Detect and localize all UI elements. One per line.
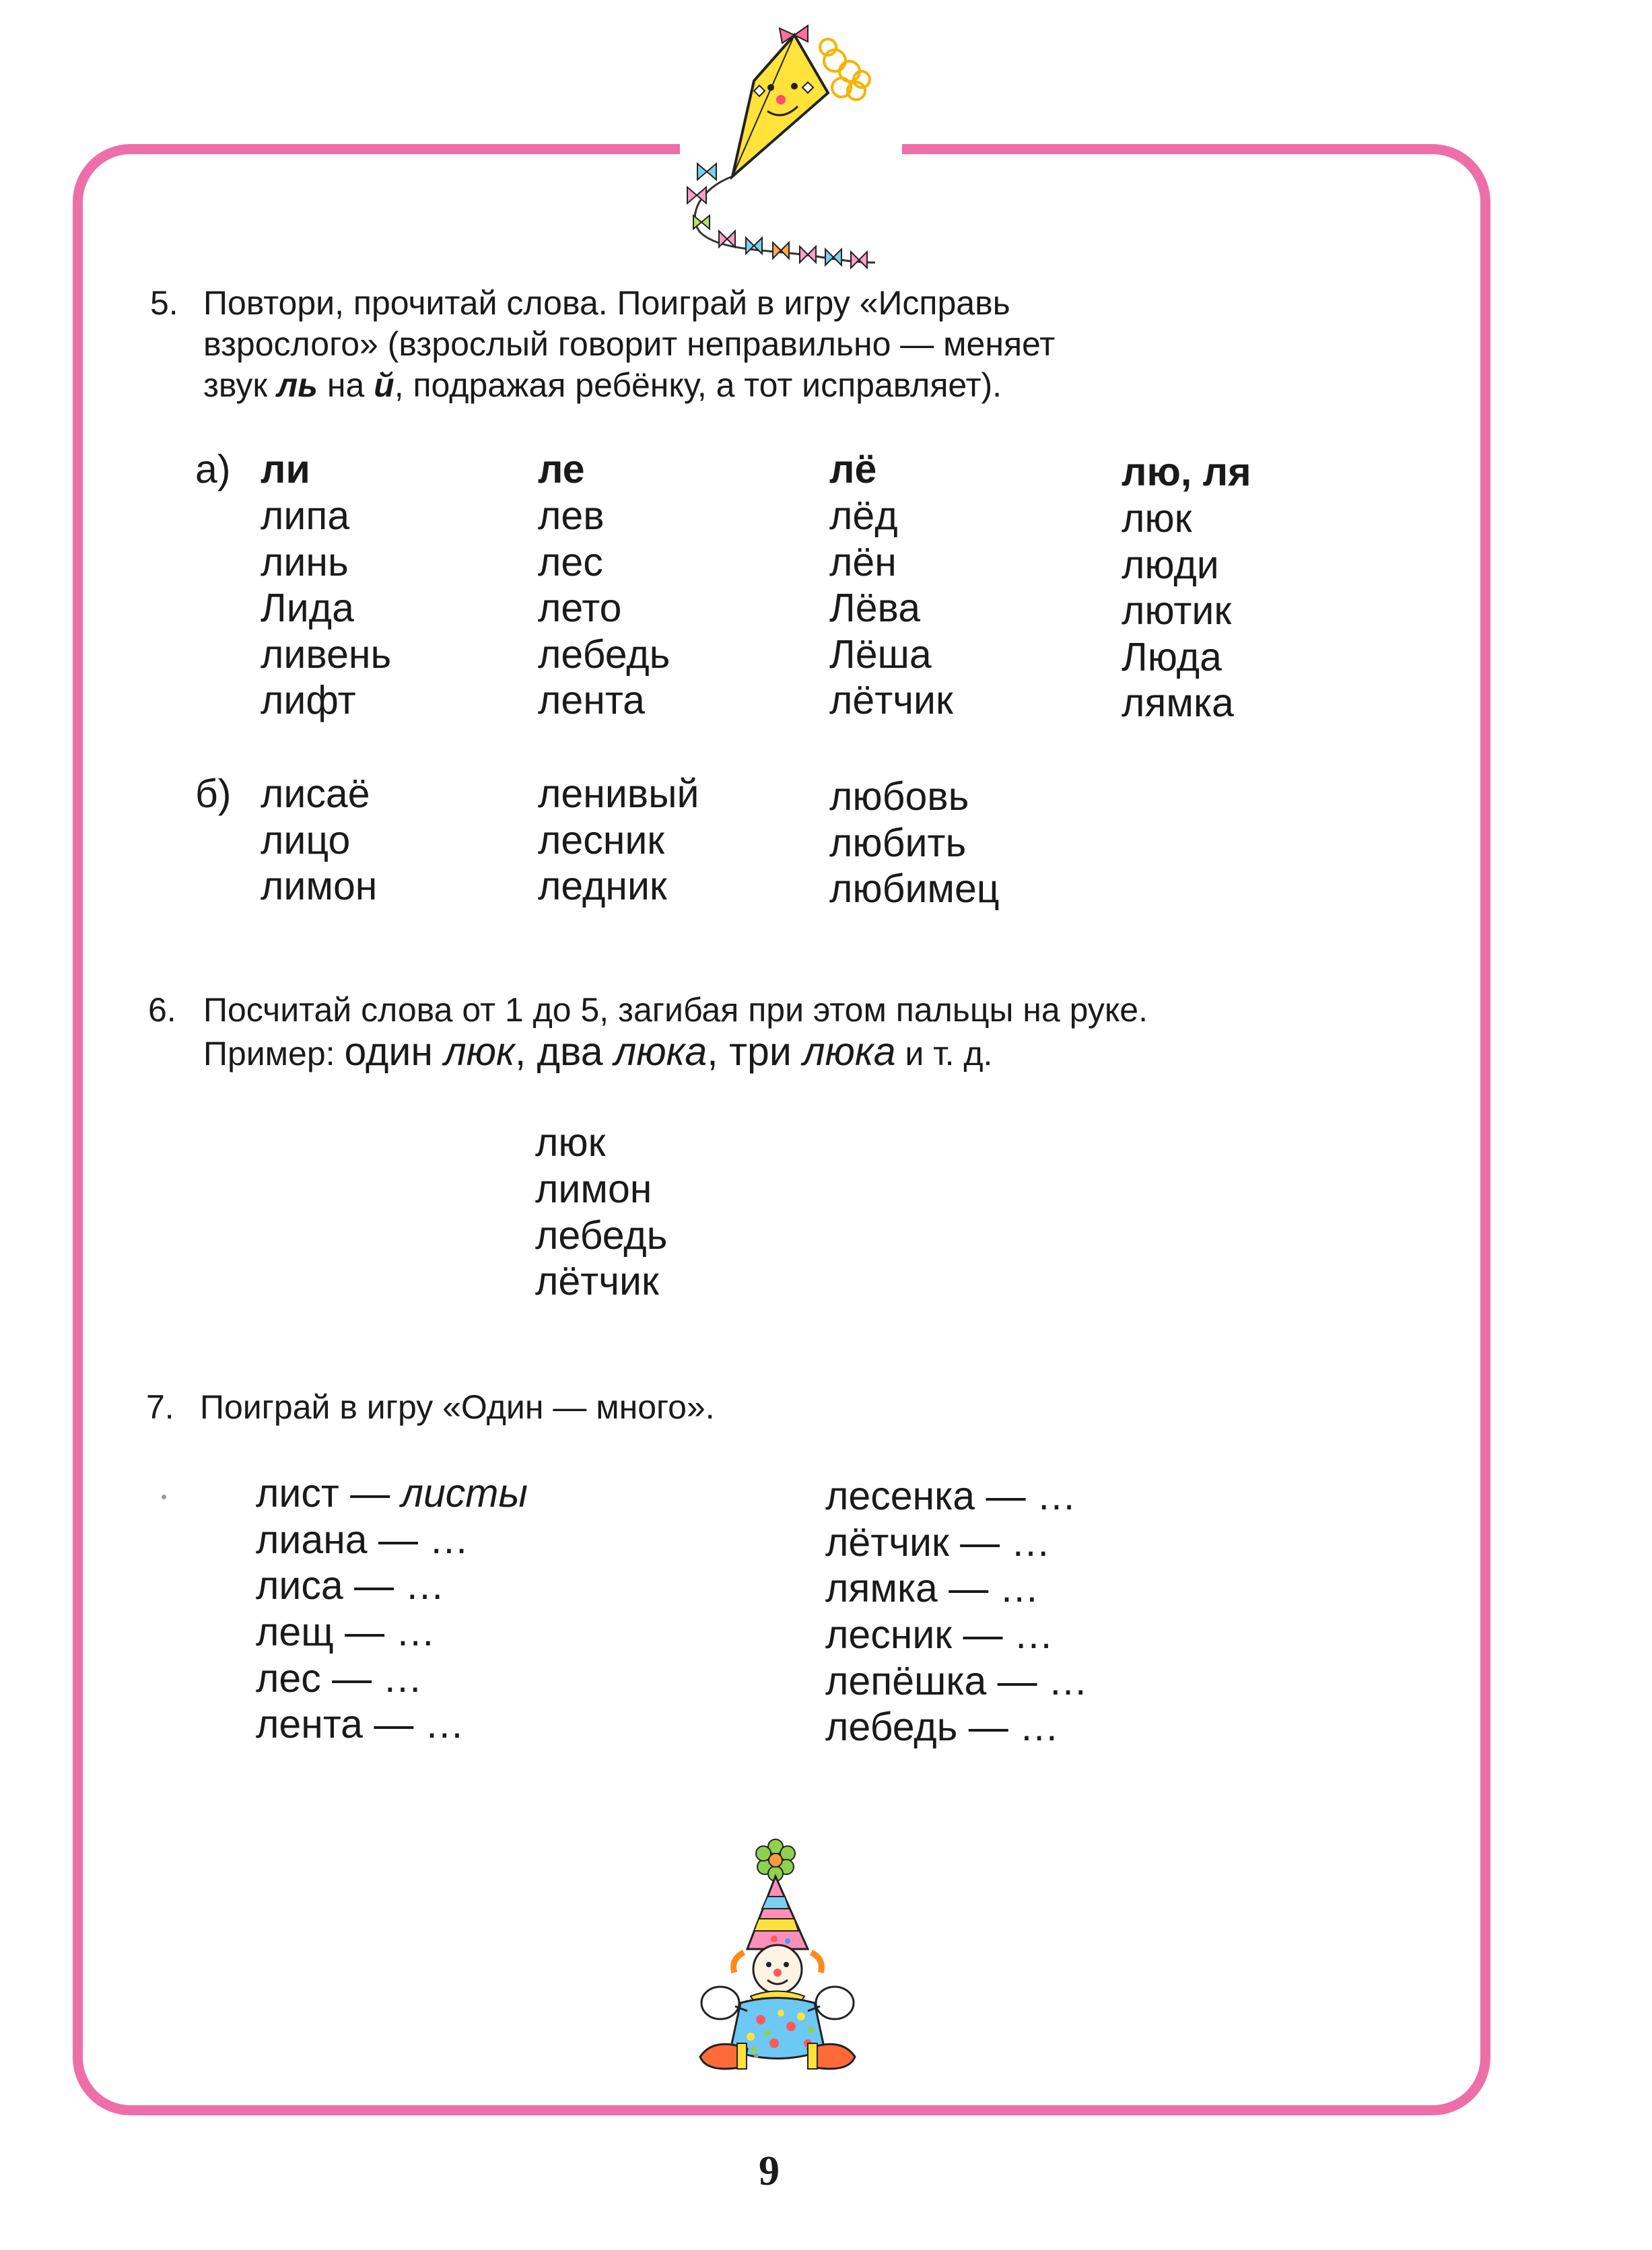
part-a-label: а) (195, 447, 231, 491)
example-text: и т. д. (895, 1035, 993, 1072)
word-item: лента (538, 678, 645, 722)
word-item: лямка — … (825, 1566, 1039, 1610)
kite-illustration (660, 20, 902, 269)
word-item: лев (538, 493, 605, 538)
word-item: ливень (261, 632, 392, 677)
task-7-instructions (146, 1387, 954, 1434)
word-item: лицо (261, 818, 351, 862)
word-item: лесник — … (825, 1612, 1054, 1657)
word-item: липа (261, 493, 350, 538)
word-item: Лёва (829, 586, 921, 630)
example-word: люка (613, 1029, 708, 1074)
word-item: лента — … (256, 1702, 464, 1746)
word-item: лебедь (538, 632, 670, 677)
word-item: лепёшка — … (825, 1659, 1089, 1703)
column-header: лё (829, 447, 877, 491)
clown-illustration (673, 1835, 882, 2090)
example-text: один (344, 1029, 444, 1074)
word-item: лёд (829, 493, 898, 538)
task-6-instructions (148, 990, 1360, 1084)
column-header: ли (261, 447, 310, 491)
word-item: лес (538, 540, 603, 584)
word-item: лимон (535, 1167, 652, 1211)
scan-speck (754, 2053, 759, 2058)
word-item: лётчик — … (825, 1520, 1051, 1565)
word-item: лесенка — … (825, 1474, 1076, 1518)
example-text: , два (514, 1029, 614, 1074)
word-item: Люда (1122, 635, 1222, 679)
example-word: люка (802, 1029, 896, 1074)
task-number: 5. (150, 284, 178, 322)
instruction-line: Посчитай слова от 1 до 5, загибая при этом пальцы на руке. (203, 991, 1148, 1029)
word-pair (256, 1471, 528, 1515)
word-item: лифт (261, 678, 356, 722)
word-item: ледник (538, 864, 667, 908)
instruction-text: , подражая ребёнку, а тот исправляет). (394, 366, 1002, 404)
word-item: лён (829, 540, 897, 584)
word-item: лещ — … (256, 1610, 436, 1654)
word-item: лист — (256, 1471, 401, 1515)
page-border-frame (73, 144, 1490, 2115)
word-item: лебедь — … (825, 1705, 1060, 1749)
word-item: люк (1122, 496, 1192, 541)
word-item: лютик (1122, 588, 1232, 633)
word-item: лётчик (829, 678, 953, 722)
example-word: люк (444, 1029, 515, 1074)
word-item: лето (538, 586, 622, 630)
scan-speck (162, 1495, 166, 1499)
word-item: линь (261, 540, 349, 584)
part-b-label: б) (195, 772, 232, 816)
word-item: любовь (829, 774, 969, 819)
instruction-line (203, 365, 1002, 406)
word-item: ленивый (538, 772, 699, 816)
instruction-line: Поиграй в игру «Один — много». (200, 1388, 715, 1426)
word-item: Лида (261, 586, 354, 630)
answer-example: листы (401, 1471, 528, 1515)
word-item: Лёша (829, 632, 932, 677)
sound-letter: й (374, 366, 394, 404)
example-label: Пример: (203, 1035, 345, 1072)
word-item: лётчик (535, 1259, 659, 1303)
sound-letter: ль (277, 366, 318, 404)
example-line (203, 1031, 992, 1075)
word-item: люк (535, 1120, 606, 1165)
word-item: лиана — … (256, 1518, 469, 1562)
example-text: , три (707, 1029, 803, 1074)
word-item: лесник (538, 818, 665, 862)
column-header: ле (538, 447, 585, 491)
column-header: лю, ля (1122, 450, 1251, 494)
word-item: люди (1122, 543, 1219, 587)
word-item: любимец (829, 866, 1000, 911)
instruction-text: на (317, 366, 374, 404)
task-number: 7. (146, 1388, 174, 1426)
instruction-line: взрослого» (взрослый говорит неправильно — меняет (203, 325, 1056, 363)
word-item: любить (829, 821, 967, 865)
instruction-text: звук (203, 366, 277, 404)
task-5-instructions (150, 283, 1227, 411)
word-item: лисаё (261, 772, 370, 816)
word-item: лямка (1122, 681, 1234, 725)
word-item: лес — … (256, 1656, 423, 1701)
word-item: лебедь (535, 1213, 668, 1258)
word-item: лиса — … (256, 1563, 445, 1608)
page-number: 9 (759, 2148, 780, 2194)
task-number: 6. (148, 991, 176, 1029)
instruction-line: Повтори, прочитай слова. Поиграй в игру «Исправь (203, 284, 1010, 322)
word-item: лимон (261, 864, 378, 908)
